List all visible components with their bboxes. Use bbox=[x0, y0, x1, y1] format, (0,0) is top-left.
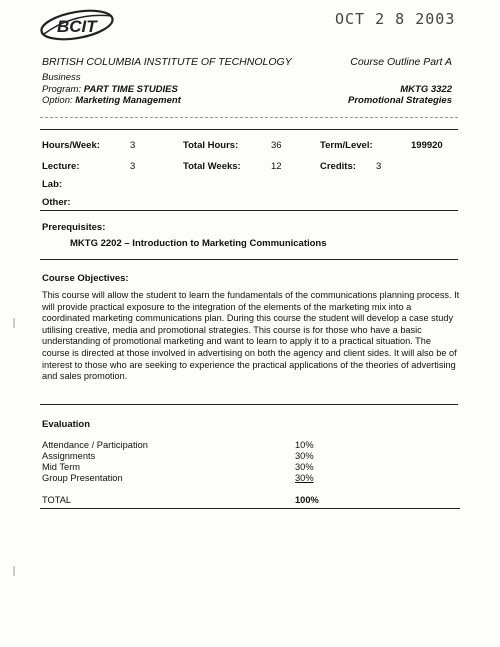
course-block bbox=[348, 84, 452, 107]
prerequisite-course: MKTG 2202 – Introduction to Marketing Communications bbox=[70, 238, 327, 249]
logo-text: BCIT bbox=[57, 17, 97, 36]
eval-item-value: 30% bbox=[295, 451, 314, 461]
margin-mark bbox=[13, 318, 15, 328]
course-name: Promotional Strategies bbox=[348, 95, 452, 106]
bcit-logo bbox=[38, 8, 116, 42]
total-hours-value: 36 bbox=[271, 140, 282, 151]
objectives-text: This course will allow the student to learn the fundamentals of the communications planning process. It will provide practical exposure to the integration of the elements of the marketing mix into a coordinated marketing communications plan. During this course the student will develop a case study utilising creative, media and promotional strategies. This course is for those who have a basic understanding of promotional marketing and want to learn to apply it to a practical situation. The course is directed at those involved in advertising on both the agency and client sides. It will also be of interest to those who are seeking to experience the practical applications of the theories of advertising and sales promotion. bbox=[42, 290, 460, 382]
eval-total-value: 100% bbox=[295, 495, 319, 505]
program-label: Program: bbox=[42, 83, 82, 95]
credits-label: Credits: bbox=[320, 161, 356, 172]
option-label: Option: bbox=[42, 95, 73, 106]
eval-total-label: TOTAL bbox=[42, 495, 72, 505]
program-value: PART TIME STUDIES bbox=[83, 83, 178, 95]
prerequisites-title: Prerequisites: bbox=[42, 222, 106, 233]
margin-mark bbox=[13, 566, 15, 576]
eval-item-value: 30% bbox=[295, 462, 314, 472]
received-date-stamp: OCT 2 8 2003 bbox=[335, 10, 456, 28]
other-label: Other: bbox=[42, 197, 71, 208]
total-weeks-label: Total Weeks: bbox=[183, 161, 241, 172]
total-weeks-value: 12 bbox=[271, 161, 282, 172]
school-name: Business bbox=[42, 72, 81, 83]
info-top-divider bbox=[40, 129, 458, 130]
objectives-title: Course Objectives: bbox=[42, 273, 129, 284]
hours-week-value: 3 bbox=[130, 140, 136, 151]
option-value: Marketing Management bbox=[75, 95, 181, 106]
hours-week-label: Hours/Week: bbox=[42, 140, 100, 151]
credits-value: 3 bbox=[376, 161, 382, 172]
evaluation-title: Evaluation bbox=[42, 419, 91, 430]
course-outline-label: Course Outline Part A bbox=[350, 56, 452, 68]
term-level-value: 199920 bbox=[411, 140, 443, 151]
lab-label: Lab: bbox=[42, 179, 63, 190]
objectives-divider bbox=[40, 404, 458, 405]
prerequisites-divider bbox=[40, 259, 458, 260]
evaluation-bottom-divider bbox=[40, 508, 460, 509]
lecture-label: Lecture: bbox=[42, 161, 80, 172]
eval-item-label: Mid Term bbox=[42, 462, 81, 472]
header-divider bbox=[40, 117, 458, 118]
eval-item-value: 10% bbox=[295, 440, 314, 450]
eval-item-label: Group Presentation bbox=[42, 473, 123, 483]
eval-item-label: Attendance / Participation bbox=[42, 440, 148, 450]
total-hours-label: Total Hours: bbox=[183, 140, 239, 151]
info-bottom-divider bbox=[40, 210, 458, 211]
program-block bbox=[42, 72, 181, 107]
lecture-value: 3 bbox=[130, 161, 136, 172]
eval-item-label: Assignments bbox=[42, 451, 96, 461]
course-code: MKTG 3322 bbox=[400, 83, 452, 95]
term-level-label: Term/Level: bbox=[320, 140, 373, 151]
institution-name: BRITISH COLUMBIA INSTITUTE OF TECHNOLOGY bbox=[42, 56, 292, 68]
eval-item-value: 30% bbox=[295, 473, 314, 483]
